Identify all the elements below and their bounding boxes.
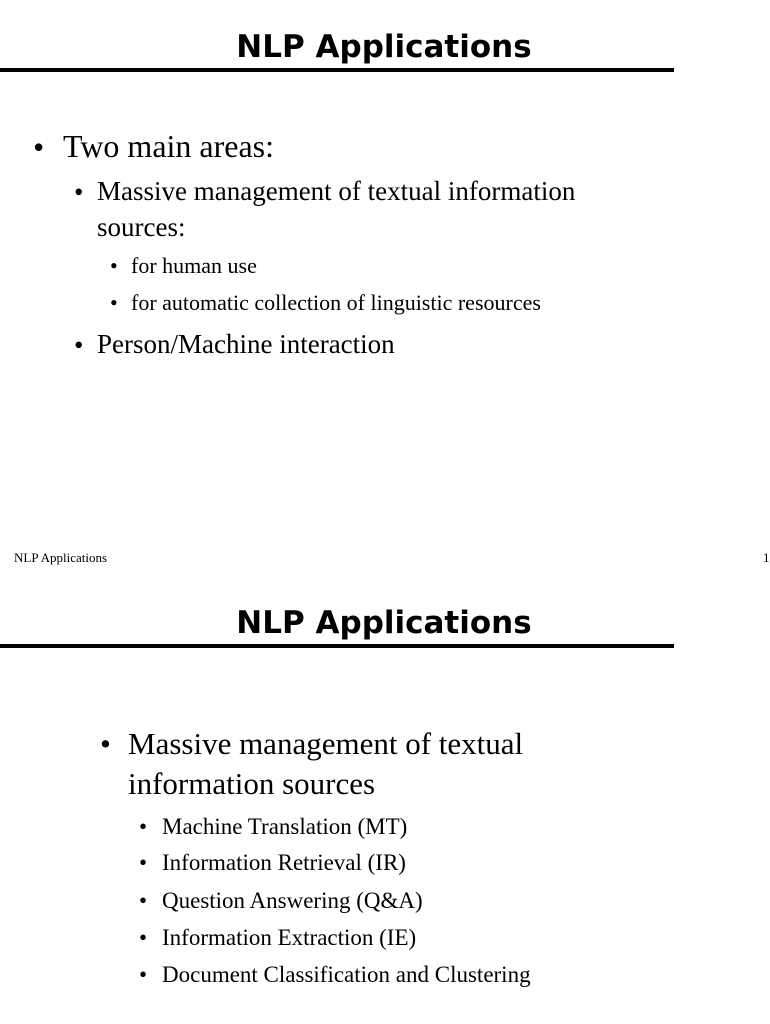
bullet-icon: • [100,726,111,761]
bullet-item: Machine Translation (MT) [162,814,408,839]
bullet-item: for human use [131,253,257,278]
bullet-icon: • [139,814,148,839]
bullet-item-line-1: Massive management of textual information [97,176,576,206]
bullet-item: Information Retrieval (IR) [162,850,406,875]
bullet-item: Question Answering (Q&A) [162,888,423,913]
bullet-icon: • [139,962,148,987]
slide-2 [0,576,768,1024]
bullet-item: for automatic collection of linguistic resources [131,290,541,315]
bullet-icon: • [74,330,84,360]
bullet-icon: • [139,925,148,950]
bullet-icon: • [139,850,148,875]
slide-title: NLP Applications [236,605,532,641]
bullet-icon: • [33,129,45,165]
bullet-icon: • [74,177,84,207]
bullet-item-line-2: sources: [97,212,186,242]
bullet-item-line-1: Massive management of textual [128,726,524,761]
slide-title: NLP Applications [236,29,532,65]
bullet-item: Two main areas: [63,128,275,164]
bullet-item-line-2: information sources [128,766,376,801]
bullet-icon: • [139,888,148,913]
bullet-icon: • [110,290,118,315]
title-underline [0,644,674,648]
bullet-item: Information Extraction (IE) [162,925,417,950]
bullet-item: Document Classification and Clustering [162,962,531,987]
slide-number: 1 [763,550,770,565]
footer-title: NLP Applications [14,550,108,565]
bullet-item: Person/Machine interaction [97,329,395,359]
title-underline [0,68,674,72]
bullet-icon: • [110,253,118,278]
